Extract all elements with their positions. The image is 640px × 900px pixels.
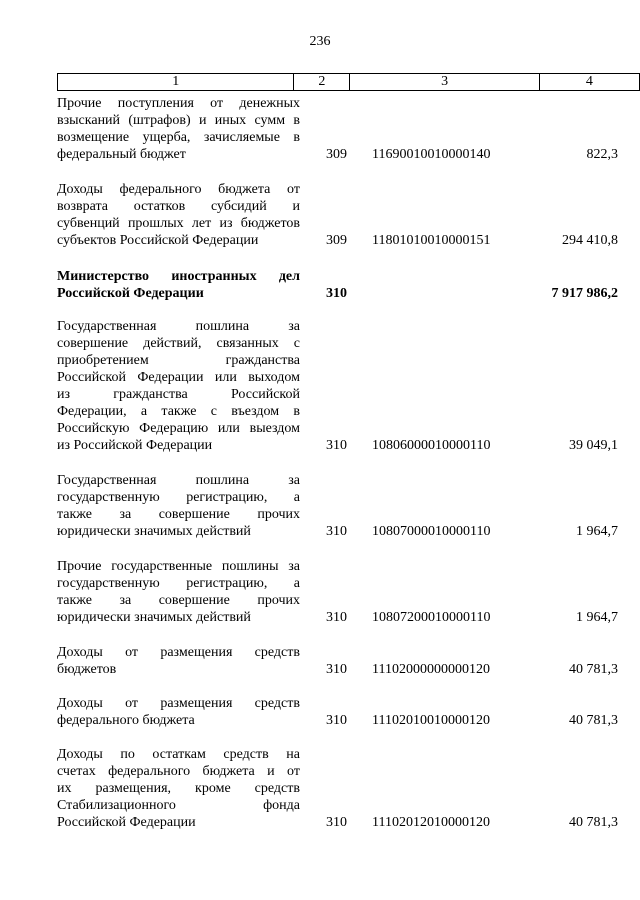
description-line: из Российской Федерации [57,438,213,453]
row-code: 10807000010000110 [372,524,491,539]
description-line: Доходы по остаткам средств на [57,747,300,762]
description-line: их размещения, кроме средств [57,781,300,796]
description-line: счетах федерального бюджета и от [57,764,300,779]
row-amount: 1 964,7 [576,524,618,539]
row-code: 11102000000000120 [372,662,490,677]
row-description [57,746,300,831]
row-code: 11102012010000120 [372,815,490,830]
row-amount: 40 781,3 [569,662,618,677]
row-description [57,695,300,729]
row-description [57,268,300,302]
row-chapter: 310 [326,286,347,301]
description-line: субвенций прошлых лет из бюджетов [57,216,300,231]
row-description [57,472,300,540]
description-line: Доходы от размещения средств [57,696,300,711]
row-code: 11801010010000151 [372,233,491,248]
row-amount: 822,3 [586,147,618,162]
row-amount: 1 964,7 [576,610,618,625]
header-col-1: 1 [58,74,294,91]
description-line: совершение действий, связанных с [57,336,300,351]
row-chapter: 310 [326,610,347,625]
row-description [57,318,300,454]
description-line: субъектов Российской Федерации [57,233,259,248]
description-line: юридически значимых действий [57,610,251,625]
column-header-row [57,73,640,91]
description-line: Российской Федерации [57,286,204,301]
description-line: государственную регистрацию, а [57,490,300,505]
description-line: юридически значимых действий [57,524,251,539]
description-line: возмещение ущерба, зачисляемые в [57,130,300,145]
description-line: приобретением гражданства [57,353,300,368]
description-line: Министерство иностранных дел [57,269,300,284]
row-chapter: 309 [326,233,347,248]
page-number: 236 [309,34,331,49]
description-line: из гражданства Российской [57,387,300,402]
description-line: Российскую Федерацию или выездом [57,421,300,436]
description-line: взысканий (штрафов) и иных сумм в [57,113,300,128]
description-line: Государственная пошлина за [57,319,300,334]
description-line: федеральный бюджет [57,147,186,162]
description-line: возврата остатков субсидий и [57,199,300,214]
description-line: Федерации, а также с въездом в [57,404,300,419]
row-chapter: 310 [326,438,347,453]
description-line: государственную регистрацию, а [57,576,300,591]
row-description [57,95,300,163]
description-line: Доходы федерального бюджета от [57,182,300,197]
description-line: Российской Федерации или выходом [57,370,300,385]
row-description [57,181,300,249]
row-description [57,558,300,626]
row-description [57,644,300,678]
row-chapter: 310 [326,662,347,677]
description-line: Прочие государственные пошлины за [57,559,300,574]
row-amount: 40 781,3 [569,713,618,728]
header-col-3: 3 [350,74,539,91]
row-code: 10806000010000110 [372,438,491,453]
description-line: также за совершение прочих [57,593,300,608]
description-line: Стабилизационного фонда [57,798,300,813]
description-line: Доходы от размещения средств [57,645,300,660]
row-code: 10807200010000110 [372,610,491,625]
description-line: федерального бюджета [57,713,195,728]
description-line: Российской Федерации [57,815,196,830]
header-col-2: 2 [294,74,350,91]
description-line: также за совершение прочих [57,507,300,522]
row-amount: 40 781,3 [569,815,618,830]
row-chapter: 310 [326,524,347,539]
row-chapter: 309 [326,147,347,162]
description-line: бюджетов [57,662,117,677]
description-line: Прочие поступления от денежных [57,96,300,111]
row-amount: 7 917 986,2 [551,286,618,301]
row-chapter: 310 [326,713,347,728]
row-code: 11690010010000140 [372,147,491,162]
description-line: Государственная пошлина за [57,473,300,488]
row-amount: 39 049,1 [569,438,618,453]
row-amount: 294 410,8 [562,233,618,248]
row-chapter: 310 [326,815,347,830]
row-code: 11102010010000120 [372,713,490,728]
header-col-4: 4 [539,74,639,91]
